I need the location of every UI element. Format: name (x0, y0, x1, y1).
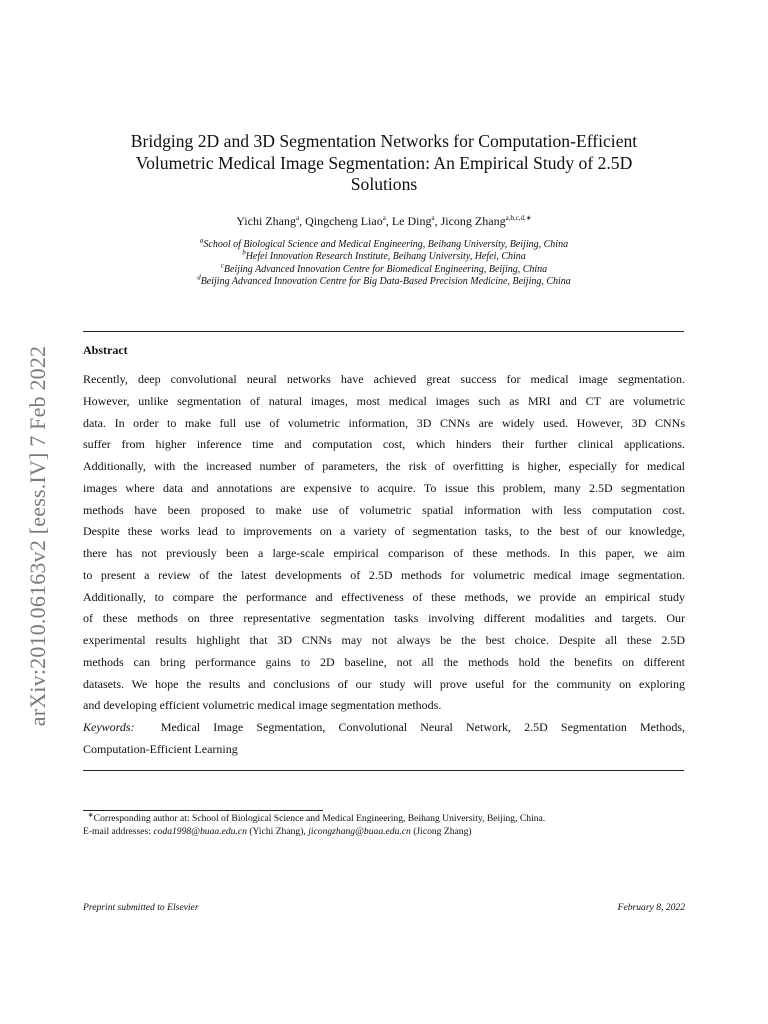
email-owner: (Yichi Zhang), (249, 825, 306, 837)
email-link[interactable]: jicongzhang@buaa.edu.cn (308, 825, 411, 837)
keywords-text: Medical Image Segmentation, Convolutional Neural Network, 2.5D Segmentation Methods, (160, 720, 685, 734)
affiliation-marker: d (197, 273, 201, 282)
abstract-line: methods have been proposed to make use of volumetric spatial information with less computation cost. (83, 502, 685, 517)
footnote (83, 810, 703, 838)
footnote-rule (83, 810, 323, 811)
footnote-emails (83, 826, 703, 839)
affiliation-marker: b (242, 248, 246, 257)
affiliation-marker: a (199, 236, 204, 245)
abstract-line: there has not previously been a large-scale empirical comparison of these methods. In this paper, we aim (83, 546, 685, 560)
affiliation-list (84, 236, 684, 288)
abstract-line: Despite these works lead to improvements on a variety of segmentation tasks, to the best of our knowledge, (83, 524, 685, 539)
affiliation-text: Beijing Advanced Innovation Centre for Big Data-Based Precision Medicine, Beijing, China (200, 275, 571, 287)
abstract-top-rule (83, 331, 684, 332)
footnote-corresponding (83, 810, 703, 826)
author-name: Yichi Zhang (236, 214, 296, 228)
affiliation-text: Beijing Advanced Innovation Centre for Biomedical Engineering, Beijing, China (223, 263, 548, 275)
abstract-line: of these methods on three representative segmentation tasks involving different modalities and targets. Our (83, 611, 685, 626)
preprint-note: Preprint submitted to Elsevier (83, 902, 199, 913)
author-affiliation-marker: a (295, 214, 300, 222)
affiliation-text: School of Biological Science and Medical Engineering, Beihang University, Beijing, China (203, 239, 569, 250)
paper-title (84, 131, 684, 196)
author-name: Qingcheng Liao (305, 214, 383, 228)
title-line-3: Solutions (350, 174, 418, 194)
author-list: Yichi Zhang$^a$, Qingcheng Liao$^a$, Le Ding$^a$, Jicong Zhang$^{a,b,c,d,∗}$ (236, 214, 532, 228)
email-link[interactable]: coda1998@buaa.edu.cn (153, 825, 247, 837)
keywords-line-1 (83, 717, 685, 739)
affiliation-text: Hefei Innovation Research Institute, Beihang University, Hefei, China (245, 251, 526, 263)
abstract-line: to present a review of the latest developments of 2.5D methods for volumetric medical image segmentation. (83, 567, 685, 582)
arxiv-stamp: arXiv:2010.06163v2 [eess.IV] 7 Feb 2022 (25, 345, 50, 727)
abstract-line: Recently, deep convolutional neural networks have achieved great success for medical image segmentation. (83, 372, 685, 386)
abstract-line: data. In order to make full use of volumetric information, 3D CNNs are widely used. However, 3D CNNs (83, 415, 685, 430)
affiliation-marker: c (220, 261, 224, 270)
abstract-line: Additionally, with the increased number of parameters, the risk of overfitting is higher, especially for medical (83, 459, 685, 473)
author-affiliation-marker: a (382, 214, 386, 222)
author-affiliation-marker: a (431, 214, 435, 222)
abstract-line: However, unlike segmentation of natural images, most medical images such as MRI and CT are volumetric (83, 393, 685, 408)
abstract-heading: Abstract (83, 343, 128, 357)
title-line-2: Volumetric Medical Image Segmentation: An Empirical Study of 2.5D (135, 152, 633, 173)
abstract-line: experimental results highlight that 3D CNNs may not always be the best choice. Despite all these 2.5D (83, 633, 685, 647)
affiliation-item (84, 261, 684, 276)
footnote-corresponding-text: Corresponding author at: School of Biological Science and Medical Engineering, Beihang University, Beijing, China. (93, 813, 546, 824)
author-affiliation-marker: a,b,c,d,∗ (505, 214, 532, 222)
email-owner: (Jicong Zhang) (413, 825, 472, 837)
keywords-label: Keywords: (83, 720, 135, 734)
affiliation-item (84, 248, 684, 263)
author-name: Jicong Zhang (440, 214, 506, 228)
affiliation-item (84, 273, 684, 288)
abstract-line: suffer from higher inference time and computation cost, which hinders their further clinical applications. (83, 437, 685, 452)
footnote-marker: ∗ (87, 810, 94, 819)
author-name: Le Ding (391, 214, 432, 228)
abstract-line: methods can bring performance gains to 2D baseline, not all the methods hold the benefits on different (83, 654, 685, 669)
abstract-body (83, 369, 685, 761)
affiliation-item (84, 236, 684, 251)
abstract-line: and developing efficient volumetric medical image segmentation methods. (83, 698, 442, 713)
email-label: E-mail addresses: (83, 825, 151, 837)
abstract-bottom-rule (83, 770, 684, 771)
abstract-line: Additionally, to compare the performance and effectiveness of these methods, we provide an empirical study (83, 589, 685, 604)
abstract-line: datasets. We hope the results and conclusions of our study will prove useful for the community on exploring (83, 676, 685, 691)
publication-date: February 8, 2022 (617, 902, 685, 913)
title-line-1: Bridging 2D and 3D Segmentation Networks for Computation-Efficient (130, 131, 638, 151)
keywords-line-2: Computation-Efficient Learning (83, 741, 238, 756)
abstract-line: images where data and annotations are expensive to acquire. To issue this problem, many 2.5D segmentation (83, 480, 685, 495)
